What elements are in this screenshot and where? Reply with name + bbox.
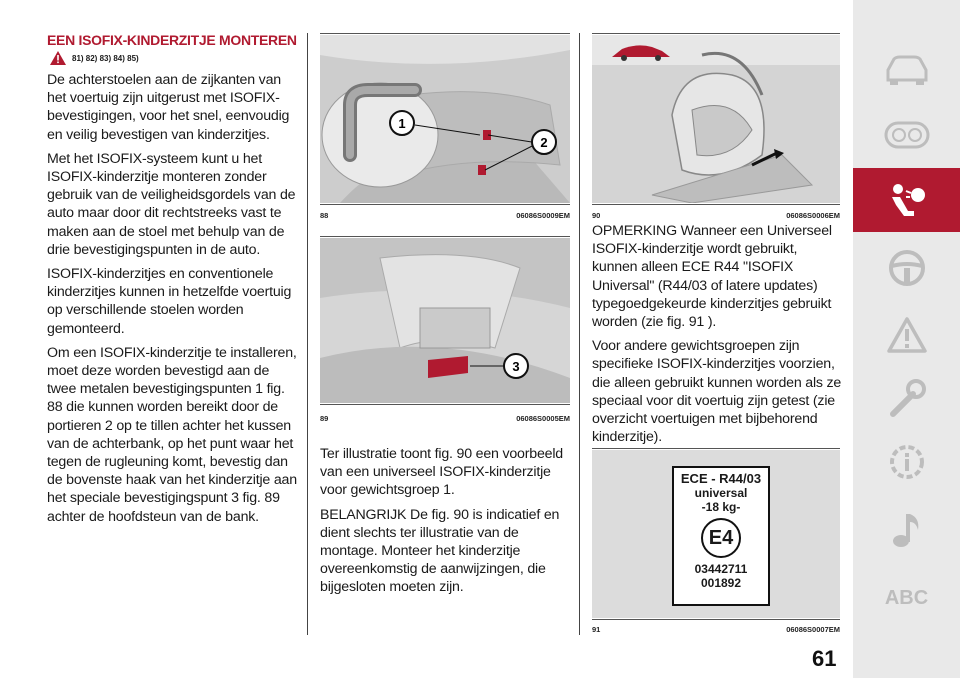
figure-bottom-rule: [592, 204, 840, 205]
music-note-icon: [890, 510, 924, 550]
label-num2: 001892: [700, 576, 742, 590]
paragraph: Voor andere gewichtsgroepen zijn specifieke ISOFIX-kinderzitjes voorzien, die alleen gebruikt kunnen worden als ze speciaal voor dit voertuig zijn getest (zie overzicht voertuigen met bijbehorend kinderzitje).: [592, 338, 842, 446]
figure-number: 91: [592, 625, 601, 634]
figure-90-image: [592, 35, 840, 203]
label-line2: universal: [694, 486, 748, 500]
paragraph: ISOFIX-kinderzitjes en conventionele kinderzitjes kunnen in hetzelfde voertuig op verschillende stoelen worden gemonteerd.: [47, 266, 292, 337]
warning-triangle-icon: [886, 316, 928, 354]
nav-car[interactable]: [853, 40, 960, 100]
figure-number: 90: [592, 211, 601, 220]
chapter-sidebar: [853, 0, 960, 678]
figure-88-image: [320, 35, 570, 203]
column-3: [592, 222, 842, 452]
nav-safety[interactable]: [853, 168, 960, 232]
ece-approval-label: [672, 466, 770, 606]
figure-number: 89: [320, 414, 329, 423]
figure-code: 06086S0007EM: [786, 625, 840, 634]
figure-top-rule: [320, 33, 570, 34]
nav-technical-data[interactable]: [853, 432, 960, 492]
paragraph: Ter illustratie toont fig. 90 een voorbeeld van een universeel ISOFIX-kinderzitje voor gewichtsgroep 1.: [320, 446, 563, 499]
figure-top-rule: [592, 33, 840, 34]
page-number: 61: [812, 646, 837, 671]
warning-refs-text: 81) 82) 83) 84) 85): [72, 53, 139, 63]
warning-triangle-icon: [50, 51, 66, 65]
figure-code: 06086S0009EM: [516, 211, 570, 220]
paragraph: Met het ISOFIX-systeem kunt u het ISOFIX-kinderzitje monteren zonder gebruik van de veiligheidsgordels van de auto maar door dit rechtstreeks vast te maken aan de stoel met behulp van de drie bevestigingspunten in de auto.: [47, 150, 296, 258]
column-1: [47, 71, 297, 532]
figure-88-caption: [320, 211, 570, 220]
label-line1: ECE - R44/03: [680, 471, 762, 486]
airbag-seat-icon: [884, 181, 930, 219]
info-gear-icon: [886, 441, 928, 483]
paragraph: De achterstoelen aan de zijkanten van het voertuig zijn uitgerust met ISOFIX-bevestigingen, voor het snel, eenvoudig en veilig bevestigen van kinderzitjes.: [47, 72, 290, 143]
figure-90-caption: [592, 211, 840, 220]
nav-emergency[interactable]: [853, 305, 960, 365]
figure-top-rule: [320, 236, 570, 237]
warning-references: [50, 51, 139, 65]
figure-number: 88: [320, 211, 329, 220]
column-2: [320, 445, 575, 603]
e-mark-circle: [701, 518, 741, 558]
nav-maintenance[interactable]: [853, 368, 960, 428]
figure-bottom-rule: [320, 404, 570, 405]
callout-2: 2: [540, 135, 548, 150]
e-mark: E4: [708, 527, 734, 549]
figure-top-rule: [592, 448, 840, 449]
nav-dashboard[interactable]: [853, 105, 960, 165]
figure-bottom-rule: [320, 204, 570, 205]
label-num1: 03442711: [694, 562, 748, 576]
abc-index-icon: ABC: [884, 586, 929, 609]
callout-3: 3: [512, 359, 520, 374]
car-icon: [884, 54, 930, 86]
paragraph: BELANGRIJK De fig. 90 is indicatief en dient slechts ter illustratie van de montage. Monteer het kinderzitje overeenkomstig de aanwijzingen, die bijgesloten moeten zijn.: [320, 506, 560, 596]
figure-91-caption: [592, 625, 840, 634]
label-line3: -18 kg-: [701, 500, 741, 514]
section-title: EEN ISOFIX-KINDERZITJE MONTEREN: [47, 32, 297, 48]
column-divider: [307, 33, 308, 635]
dashboard-icon: [884, 120, 930, 150]
figure-code: 06086S0006EM: [786, 211, 840, 220]
callout-1: 1: [398, 116, 406, 131]
nav-starting-driving[interactable]: [853, 238, 960, 298]
wrench-icon: [887, 378, 927, 418]
figure-89-caption: [320, 414, 570, 423]
figure-89-image: [320, 238, 570, 403]
paragraph: OPMERKING Wanneer een Universeel ISOFIX-kinderzitje wordt gebruikt, kunnen alleen ECE R44 "ISOFIX Universal" (R44/03 of latere updates) typegoedgekeurde kinderzitjes gebruikt worden (zie fig. 91 ).: [592, 223, 832, 331]
nav-multimedia[interactable]: [853, 500, 960, 560]
paragraph: Om een ISOFIX-kinderzitje te installeren, moet deze worden bevestigd aan de twee metalen bevestigingspunten 1 fig. 88 die kunnen worden bereikt door de portieren 2 op te tillen achter het kussen van de achterbank, op het punt waar het tegen de rugleuning komt, bevestig dan de bovenste haak van het kinderzitje aan het speciale bevestigingspunt 3 fig. 89 achter de hoofdsteun van de bank.: [47, 344, 297, 525]
figure-code: 06086S0005EM: [516, 414, 570, 423]
nav-index[interactable]: [853, 568, 960, 628]
figure-bottom-rule: [592, 619, 840, 620]
column-divider: [579, 33, 580, 635]
steering-wheel-icon: [887, 248, 927, 288]
